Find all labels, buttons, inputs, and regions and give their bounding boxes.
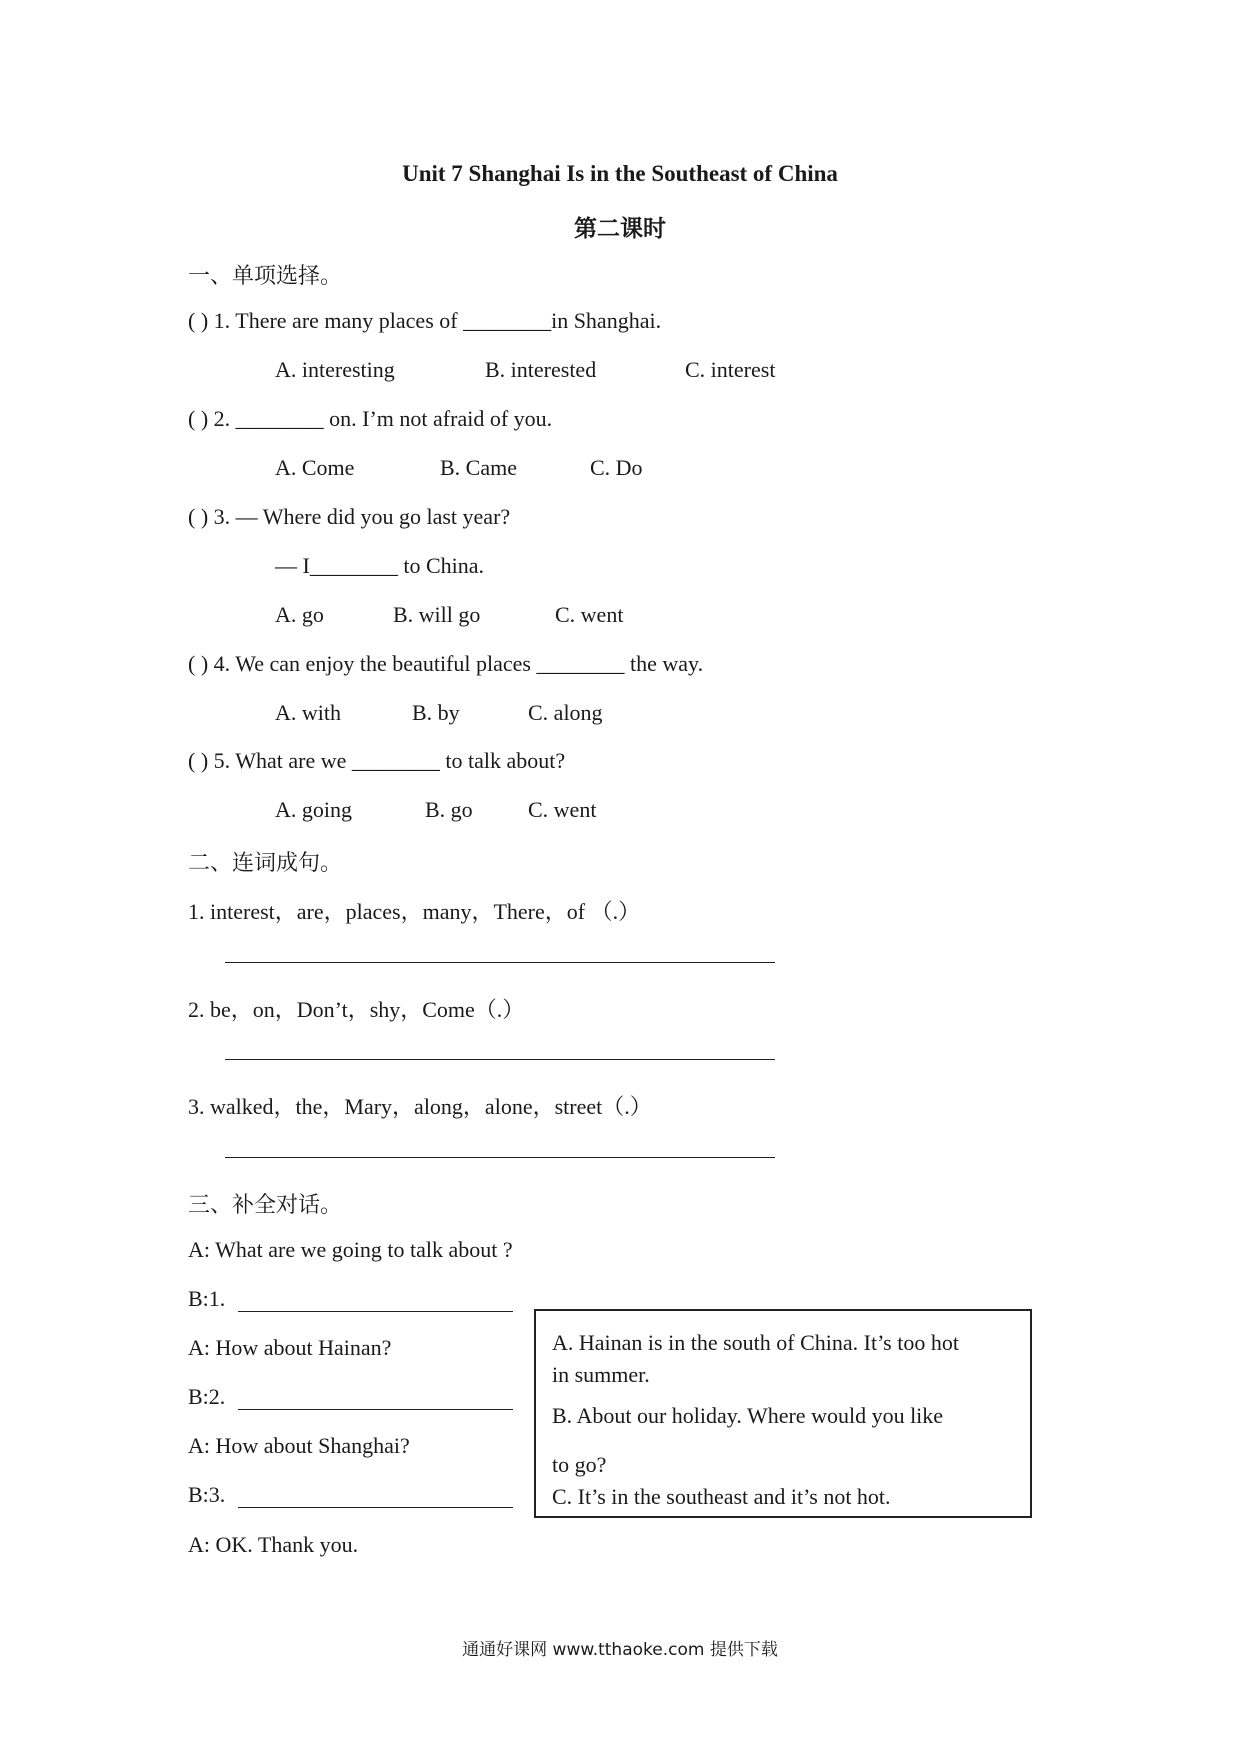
sentence-item-2: 2. be，on，Don’t，shy，Come（.）	[188, 997, 525, 1022]
q4-option-a: A. with	[275, 700, 341, 725]
q5-option-b: B. go	[425, 797, 473, 822]
q5-option-c: C. went	[528, 797, 597, 822]
question-5: ( ) 5. What are we ________ to talk about?	[188, 748, 566, 773]
box-line-4: to go?	[552, 1452, 607, 1477]
q5-option-a: A. going	[275, 797, 352, 822]
q3-option-c: C. went	[555, 602, 624, 627]
box-line-1: A. Hainan is in the south of China. It’s too hot	[552, 1330, 959, 1355]
answer-line-2[interactable]	[225, 1059, 775, 1060]
q2-option-b: B. Came	[440, 455, 517, 480]
answer-options-box	[534, 1309, 1032, 1518]
sentence-item-3: 3. walked，the，Mary，along，alone，street（.）	[188, 1094, 652, 1119]
section-heading-sentences: 二、连词成句。	[188, 850, 343, 875]
dialogue-line-4: B:2.	[188, 1384, 226, 1409]
sentence-item-1: 1. interest，are，places，many，There，of （.）	[188, 899, 641, 924]
dialogue-line-5: A: How about Shanghai?	[188, 1433, 410, 1458]
question-3-reply: — I________ to China.	[275, 553, 484, 578]
dialogue-line-7: A: OK. Thank you.	[188, 1532, 359, 1557]
q4-option-c: C. along	[528, 700, 603, 725]
question-3: ( ) 3. — Where did you go last year?	[188, 504, 511, 529]
dialogue-line-3: A: How about Hainan?	[188, 1335, 392, 1360]
box-line-2: in summer.	[552, 1362, 650, 1387]
worksheet-title: Unit 7 Shanghai Is in the Southeast of China	[402, 161, 838, 186]
dialogue-blank-1[interactable]	[238, 1311, 513, 1312]
q3-option-a: A. go	[275, 602, 324, 627]
section-heading-dialogue: 三、补全对话。	[188, 1192, 343, 1217]
dialogue-blank-3[interactable]	[238, 1507, 513, 1508]
q4-option-b: B. by	[412, 700, 460, 725]
answer-line-3[interactable]	[225, 1157, 775, 1158]
dialogue-line-2: B:1.	[188, 1286, 226, 1311]
q1-option-a: A. interesting	[275, 357, 395, 382]
answer-line-1[interactable]	[225, 962, 775, 963]
q2-option-c: C. Do	[590, 455, 643, 480]
box-line-5: C. It’s in the southeast and it’s not hot.	[552, 1484, 891, 1509]
question-1: ( ) 1. There are many places of ________in Shanghai.	[188, 308, 662, 333]
q2-option-a: A. Come	[275, 455, 355, 480]
question-2: ( ) 2. ________ on. I’m not afraid of you.	[188, 406, 553, 431]
dialogue-blank-2[interactable]	[238, 1409, 513, 1410]
box-line-3: B. About our holiday. Where would you like	[552, 1403, 944, 1428]
q3-option-b: B. will go	[393, 602, 481, 627]
dialogue-line-6: B:3.	[188, 1482, 226, 1507]
lesson-subtitle: 第二课时	[574, 216, 666, 241]
q1-option-c: C. interest	[685, 357, 776, 382]
dialogue-line-1: A: What are we going to talk about ?	[188, 1237, 513, 1262]
section-heading-choice: 一、单项选择。	[188, 263, 343, 288]
q1-option-b: B. interested	[485, 357, 597, 382]
question-4: ( ) 4. We can enjoy the beautiful places ________ the way.	[188, 651, 704, 676]
footer-credit: 通通好课网 www.tthaoke.com 提供下载	[462, 1640, 778, 1660]
